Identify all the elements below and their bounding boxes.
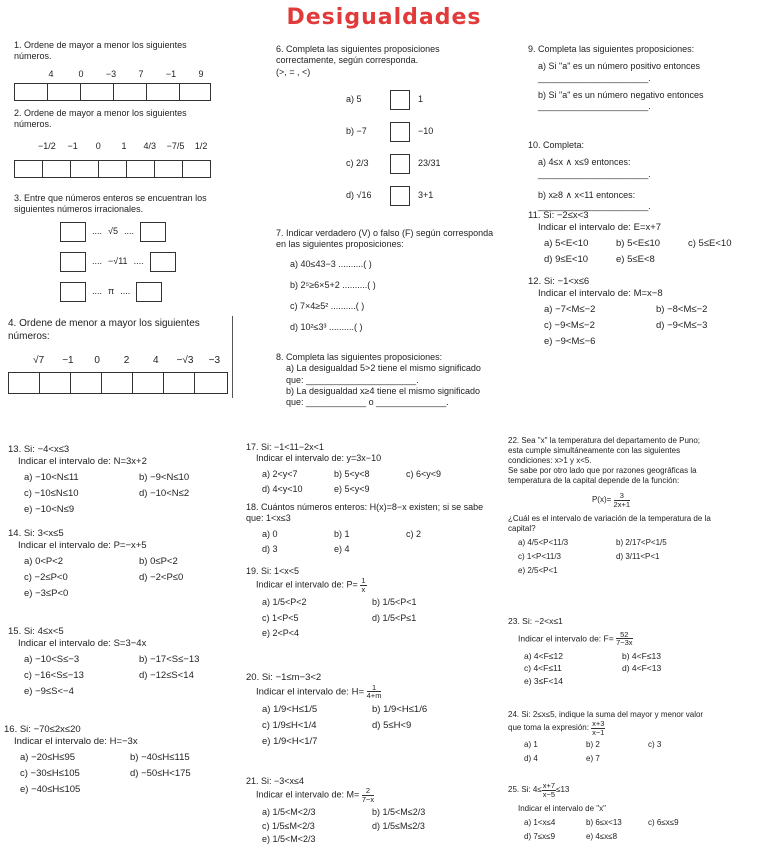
- answer-option[interactable]: a) −20≤H≤95: [20, 751, 76, 763]
- answer-option[interactable]: b) 1: [334, 528, 350, 539]
- statement-a: a) Si "a" es un número positivo entonces ______________________.: [538, 61, 700, 83]
- numerator: x+3: [592, 719, 605, 728]
- options: [518, 538, 714, 576]
- question-subtext: Indicar el intervalo de: H=−3x: [14, 735, 138, 747]
- numerator: 1: [367, 684, 382, 693]
- comparison-list: [346, 90, 500, 206]
- question-18: [246, 502, 496, 555]
- answer-option[interactable]: b) −17<S≤−13: [139, 653, 200, 665]
- left-value: a) 5: [346, 94, 362, 105]
- answer-box[interactable]: [140, 222, 166, 242]
- question-text: 21. Si: −3<x≤4: [246, 776, 304, 786]
- answer-boxes[interactable]: [8, 372, 228, 394]
- answer-option[interactable]: d) 4<y<10: [262, 483, 303, 494]
- page-title: Desigualdades: [286, 5, 482, 30]
- answer-option[interactable]: d) −12≤S<14: [139, 669, 194, 681]
- number-value: 0: [94, 355, 100, 366]
- answer-option[interactable]: a) −10<N≤11: [24, 471, 79, 483]
- statement-a: a) 4≤x ∧ x≤9 entonces: ______________________.: [538, 157, 651, 179]
- question-text: 18. Cuántos números enteros: H(x)=8−x existen; si se sabe que: 1<x≤3: [246, 502, 484, 524]
- number-value: −1: [165, 68, 177, 79]
- question-22: [508, 436, 714, 576]
- question-text: 7. Indicar verdadero (V) o falso (F) según corresponda en las siguientes proposiciones:: [276, 228, 494, 250]
- number-value: −1/2: [37, 140, 56, 151]
- answer-option[interactable]: b) 5<y<8: [334, 468, 370, 479]
- question-text: 9. Completa las siguientes proposiciones:: [528, 44, 695, 54]
- answer-option[interactable]: d) 7≤x≤9: [524, 832, 556, 841]
- number-value: 9: [198, 68, 204, 79]
- question-11: [528, 210, 758, 266]
- answer-option[interactable]: c) −2≤P<0: [24, 571, 68, 583]
- answer-boxes[interactable]: [14, 83, 211, 101]
- answer-box[interactable]: [136, 282, 162, 302]
- answer-option[interactable]: a) 0: [262, 528, 278, 539]
- true-false-item[interactable]: c) 7×4≥5² ..........( ): [290, 301, 365, 311]
- divider: [232, 316, 233, 398]
- answer-option[interactable]: c) 1/9≤H<1/4: [262, 719, 317, 731]
- answer-option[interactable]: e) −10<N≤9: [24, 503, 75, 515]
- subtext-label: Indicar el intervalo de: M=: [256, 789, 360, 800]
- question-7: [276, 228, 500, 344]
- number-value: 0: [78, 68, 84, 79]
- answer-option[interactable]: a) 1<x≤4: [524, 818, 556, 827]
- options: [262, 807, 496, 845]
- answer-option[interactable]: a) −7<M≤−2: [544, 303, 596, 315]
- question-3: [14, 193, 219, 302]
- answer-option[interactable]: b) 1/9<H≤1/6: [372, 703, 428, 715]
- number-value: −1: [67, 140, 78, 151]
- denominator: 4+m: [366, 691, 382, 701]
- answer-option[interactable]: d) 4<F<13: [622, 663, 662, 674]
- number-list: [34, 141, 214, 152]
- answer-option[interactable]: b) 6≤x<13: [586, 818, 622, 827]
- question-text: [508, 782, 718, 798]
- question-8: [276, 352, 500, 408]
- question-subtext: Indicar el intervalo de: M=x−8: [538, 287, 663, 299]
- true-false-item[interactable]: d) 10²≤3³ ..........( ): [290, 322, 363, 333]
- answer-option[interactable]: c) 1<P<11/3: [518, 552, 561, 561]
- answer-box[interactable]: [390, 122, 410, 142]
- statement-a: a) La desigualdad 5>2 tiene el mismo significado que: ______________________.: [286, 363, 481, 385]
- answer-option[interactable]: e) 2<P<4: [262, 627, 300, 638]
- answer-option[interactable]: e) 5≤E<8: [616, 253, 655, 265]
- number-value: 1/2: [194, 140, 208, 151]
- question-text: 6. Completa las siguientes proposiciones correctamente, según corresponda.: [276, 44, 440, 66]
- fraction: [367, 684, 382, 700]
- answer-box[interactable]: [390, 90, 410, 110]
- answer-option[interactable]: d) 4: [524, 754, 538, 763]
- denominator: x−5: [542, 789, 556, 799]
- options: [24, 472, 238, 516]
- answer-option[interactable]: c) −10≤N≤10: [24, 487, 79, 499]
- question-subtext: [256, 787, 496, 803]
- options: [544, 238, 758, 266]
- right-value: 1: [418, 94, 424, 105]
- question-text: [508, 710, 718, 736]
- number-value: −1: [62, 355, 74, 366]
- answer-option[interactable]: b) 2: [586, 740, 600, 749]
- number-list: [36, 69, 216, 80]
- question-text: 1. Ordene de mayor a menor los siguientes números.: [14, 40, 187, 62]
- right-value: −10: [418, 126, 434, 137]
- options: [24, 556, 238, 600]
- question-subtext: Indicar el intervalo de: S=3−4x: [18, 637, 147, 649]
- answer-box[interactable]: [150, 252, 176, 272]
- answer-option[interactable]: a) 4/5<P<11/3: [518, 538, 569, 547]
- answer-option[interactable]: e) 4: [334, 543, 350, 554]
- answer-option[interactable]: d) −2<P≤0: [139, 571, 184, 583]
- question-text: 15. Si: 4≤x<5: [8, 626, 64, 637]
- denominator: 7−3x: [616, 638, 633, 648]
- number-value: −√3: [176, 355, 194, 366]
- number-value: 7: [138, 68, 144, 79]
- fraction: [360, 577, 366, 593]
- question-text: 19. Si: 1<x<5: [246, 566, 300, 576]
- comparison-row: [346, 154, 500, 174]
- question-subtext: Indicar el intervalo de: E=x+7: [538, 221, 662, 233]
- irrational-row: .... −√11 ....: [60, 252, 219, 272]
- number-value: −3: [105, 68, 117, 79]
- numerator: x+7: [542, 781, 556, 790]
- true-false-list: [290, 259, 500, 334]
- subtext-label: Indicar el intervalo de: H=: [256, 686, 364, 698]
- question-text: 4. Ordene de menor a mayor los siguientes números:: [8, 318, 200, 342]
- answer-option[interactable]: d) 1/5<P≤1: [372, 612, 417, 623]
- question-text: 22. Sea "x" la temperatura del departamento de Puno; esta cumple simultáneamente con las siguientes condiciones: x>1 y x<5.: [508, 436, 701, 465]
- comparison-row: [346, 186, 500, 206]
- irrational-row: .... π ....: [60, 282, 219, 302]
- question-2: [14, 108, 214, 178]
- true-false-item[interactable]: a) 40≤43−3 ..........( ): [290, 258, 372, 269]
- question-15: [8, 626, 238, 697]
- question-subtext: [518, 631, 718, 647]
- answer-option[interactable]: c) 6≤x≤9: [648, 818, 679, 827]
- number-value: 4: [152, 355, 159, 366]
- answer-option[interactable]: d) −10<N≤2: [139, 487, 190, 499]
- answer-option[interactable]: e) 7: [586, 754, 600, 763]
- answer-option[interactable]: d) 5≤H<9: [372, 719, 412, 731]
- answer-option[interactable]: b) 1/5<P<1: [372, 597, 417, 608]
- question-ask: ¿Cuál es el intervalo de variación de la temperatura de la capital?: [508, 514, 711, 533]
- irrational-value: −√11: [108, 255, 128, 266]
- denominator: x−1: [592, 727, 605, 737]
- question-17: [246, 442, 496, 495]
- answer-option[interactable]: d) −9<M≤−3: [656, 319, 708, 331]
- comparison-row: [346, 90, 500, 110]
- answer-option[interactable]: c) −30≤H≤105: [20, 767, 80, 779]
- options: [20, 752, 240, 796]
- number-value: 0: [95, 140, 101, 151]
- answer-option[interactable]: e) −9<M≤−6: [544, 335, 596, 347]
- statement-b: b) Si "a" es un número negativo entonces ______________________.: [538, 89, 704, 111]
- question-text: 8. Completa las siguientes proposiciones:: [276, 352, 443, 362]
- answer-option[interactable]: a) 5<E<10: [544, 237, 589, 249]
- answer-option[interactable]: b) 0≤P<2: [139, 555, 178, 567]
- answer-option[interactable]: c) −9<M≤−2: [544, 319, 595, 331]
- answer-option[interactable]: a) −10<S≤−3: [24, 653, 80, 665]
- answer-option[interactable]: b) 2/17<P<1/5: [616, 538, 667, 547]
- options: [262, 529, 496, 556]
- question-text: 11. Si: −2≤x<3: [528, 210, 589, 221]
- answer-box[interactable]: [60, 222, 86, 242]
- answer-option[interactable]: e) −3≤P<0: [24, 587, 69, 599]
- answer-option[interactable]: d) 1/5≤M≤2/3: [372, 820, 425, 831]
- number-value: 1: [121, 140, 127, 151]
- answer-option[interactable]: d) 3: [262, 543, 278, 554]
- question-21: [246, 776, 496, 845]
- number-value: 4: [48, 68, 54, 79]
- question-subtext: Indicar el intervalo de: N=3x+2: [18, 455, 147, 467]
- question-subtext: Indicar el intervalo de: P=−x+5: [18, 539, 147, 551]
- question-text: 16. Si: −70≤2x≤20: [4, 724, 81, 735]
- answer-option[interactable]: b) 1/5<M≤2/3: [372, 807, 426, 818]
- question-10: [528, 140, 742, 212]
- answer-option[interactable]: c) 1<P<5: [262, 612, 299, 623]
- answer-option[interactable]: a) 1/9<H≤1/5: [262, 703, 318, 715]
- answer-option[interactable]: a) 4<F≤12: [524, 650, 563, 661]
- question-text: 10. Completa:: [528, 140, 585, 150]
- question-23: [508, 616, 718, 687]
- answer-option[interactable]: e) −9≤S<−4: [24, 685, 74, 697]
- left-value: c) 2/3: [346, 158, 369, 169]
- numerator: 1: [361, 576, 366, 586]
- numerator: 3: [614, 492, 630, 501]
- answer-option[interactable]: c) 4<F≤11: [524, 663, 562, 674]
- answer-option[interactable]: b) −40≤H≤115: [130, 751, 190, 763]
- answer-option[interactable]: c) 3: [648, 740, 662, 749]
- number-value: −3: [208, 355, 221, 366]
- number-value: −7/5: [166, 140, 185, 151]
- question-text: 14. Si: 3<x≤5: [8, 528, 64, 539]
- denominator: 7−x: [361, 794, 375, 804]
- irrational-value: π: [108, 285, 115, 296]
- answer-option[interactable]: e) 1/9<H<1/7: [262, 735, 318, 747]
- question-25: [508, 782, 718, 842]
- answer-option[interactable]: c) 1/5≤M<2/3: [262, 820, 315, 831]
- answer-option[interactable]: c) 5≤E<10: [688, 237, 732, 249]
- numerator: 52: [616, 631, 632, 640]
- question-9: [528, 44, 742, 112]
- fraction: [616, 631, 632, 647]
- answer-option[interactable]: d) 3/11<P<1: [616, 552, 660, 561]
- irrational-row: .... √5 ....: [60, 222, 219, 242]
- number-value: √7: [33, 355, 45, 366]
- question-subtext: [256, 577, 496, 593]
- question-subtext: [256, 684, 496, 700]
- subtext-label: Indicar el intervalo de: F=: [518, 632, 614, 643]
- question-text: 23. Si: −2<x≤1: [508, 616, 563, 626]
- answer-box[interactable]: [390, 154, 410, 174]
- question-text: 13. Si: −4<x≤3: [8, 444, 70, 455]
- answer-box[interactable]: [60, 282, 86, 302]
- number-value: 4/3: [143, 140, 156, 151]
- options: [262, 469, 496, 496]
- answer-option[interactable]: b) 5<E≤10: [616, 237, 661, 249]
- options: [544, 304, 758, 348]
- answer-option[interactable]: d) −50≤H<175: [130, 767, 191, 779]
- question-tail: ≤13: [556, 785, 570, 795]
- question-text: 12. Si: −1<x≤6: [528, 276, 590, 287]
- answer-option[interactable]: e) 5<y<9: [334, 483, 370, 494]
- answer-box[interactable]: [390, 186, 410, 206]
- fraction: [614, 492, 630, 508]
- denominator: 2x+1: [613, 499, 631, 509]
- answer-option[interactable]: e) 4≤x≤8: [586, 832, 618, 841]
- question-text: 17. Si: −1<11−2x<1: [246, 442, 324, 452]
- fraction: [591, 720, 605, 736]
- answer-option[interactable]: a) 1/5<P<2: [262, 597, 307, 608]
- question-12: [528, 276, 758, 347]
- answer-option[interactable]: a) 1/5<M<2/3: [262, 807, 316, 818]
- number-list: [24, 355, 229, 368]
- true-false-item[interactable]: b) 2⁵≥6×5+2 ..........( ): [290, 279, 376, 290]
- answer-option[interactable]: e) −40≤H≤105: [20, 783, 81, 795]
- irrational-value: √5: [108, 225, 118, 236]
- answer-option[interactable]: e) 2/5<P<1: [518, 566, 558, 575]
- subtext-label: Indicar el intervalo de: P=: [256, 579, 358, 590]
- options: [262, 704, 496, 748]
- answer-option[interactable]: a) 2<y<7: [262, 468, 298, 479]
- question-label: 25. Si: 4≤: [508, 785, 542, 795]
- fraction: [362, 787, 374, 803]
- left-value: d) √16: [346, 190, 372, 201]
- question-text: 20. Si: −1≤m−3<2: [246, 672, 322, 683]
- answer-box[interactable]: [60, 252, 86, 272]
- question-14: [8, 528, 238, 599]
- numerator: 2: [362, 787, 374, 796]
- answer-option[interactable]: b) 4<F≤13: [622, 650, 661, 661]
- question-13: [8, 444, 238, 515]
- fraction: [542, 782, 556, 798]
- options: [24, 654, 238, 698]
- answer-option[interactable]: a) 1: [524, 740, 538, 749]
- question-subtext: Indicar el intervalo de: y=3x−10: [256, 453, 382, 464]
- question-text-2: Se sabe por otro lado que por razones geográficas la temperatura de la capital depende de la función:: [508, 466, 697, 485]
- options: [524, 651, 718, 687]
- question-label: 24. Si: 2≤x≤5, indique la suma del mayor y menor valor que toma la expresión:: [508, 710, 704, 733]
- right-value: 3+1: [418, 190, 434, 201]
- comparison-row: [346, 122, 500, 142]
- symbol-hint: (>, = , <): [276, 66, 311, 77]
- answer-option[interactable]: b) −9<N≤10: [139, 471, 190, 483]
- answer-option[interactable]: e) 3≤F<14: [524, 675, 563, 686]
- question-24: [508, 710, 718, 764]
- statement-b: b) x≥8 ∧ x<11 entonces: ______________________.: [538, 189, 651, 211]
- question-16: [4, 724, 240, 795]
- left-value: b) −7: [346, 126, 367, 137]
- answer-boxes[interactable]: [14, 160, 211, 178]
- question-20: [246, 672, 496, 748]
- options: [524, 818, 718, 842]
- statement-b: b) La desigualdad x≥4 tiene el mismo significado que: ____________ o ______________.: [286, 385, 481, 407]
- number-value: 2: [123, 355, 130, 366]
- question-6: [276, 44, 500, 218]
- question-subtext: Indicar el intervalo de "x": [518, 804, 606, 813]
- answer-option[interactable]: e) 1/5<M<2/3: [262, 833, 316, 844]
- answer-option[interactable]: c) 2: [406, 528, 422, 539]
- right-value: 23/31: [418, 158, 441, 169]
- options: [262, 597, 496, 639]
- question-text: 3. Entre que números enteros se encuentran los siguientes números irracionales.: [14, 193, 207, 215]
- question-1: [14, 40, 214, 101]
- question-text: 2. Ordene de mayor a menor los siguientes números.: [14, 108, 187, 130]
- answer-option[interactable]: c) 6<y<9: [406, 468, 442, 479]
- answer-option[interactable]: a) 0<P<2: [24, 555, 64, 567]
- question-19: [246, 566, 496, 639]
- answer-option[interactable]: c) −16<S≤−13: [24, 669, 84, 681]
- answer-option[interactable]: d) 9≤E<10: [544, 253, 589, 265]
- function-line: [508, 492, 714, 508]
- options: [524, 740, 718, 764]
- question-4: [8, 318, 230, 394]
- answer-option[interactable]: b) −8<M≤−2: [656, 303, 708, 315]
- denominator: x: [361, 584, 366, 594]
- function-label: P(x)=: [591, 495, 612, 505]
